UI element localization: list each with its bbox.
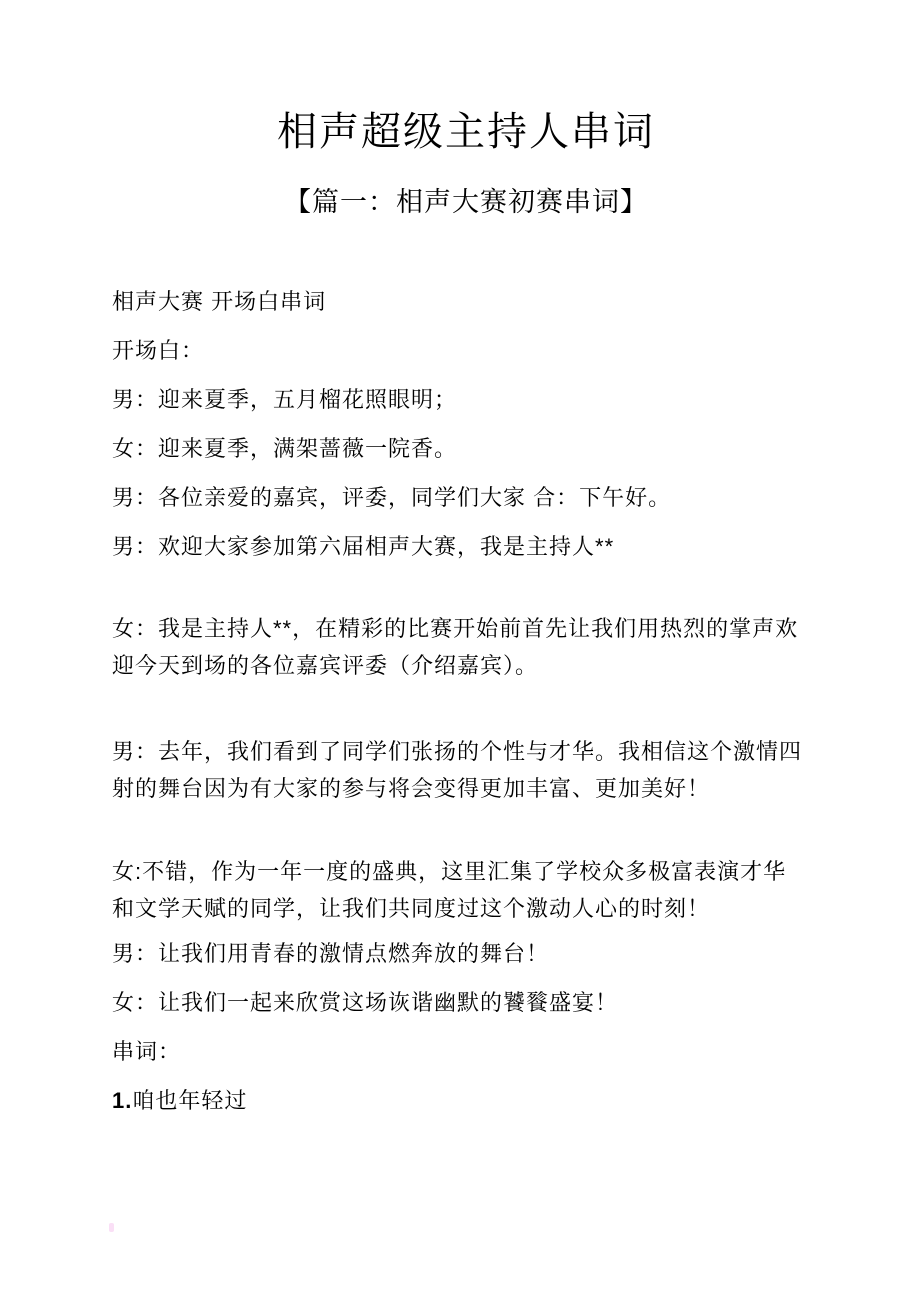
paragraph-line: 迎今天到场的各位嘉宾评委（介绍嘉宾）。 — [112, 653, 539, 678]
paragraph — [112, 430, 820, 467]
paragraph — [112, 935, 820, 972]
document-body — [112, 283, 820, 1119]
paragraph-line: 串词： — [112, 1039, 182, 1064]
paragraph — [112, 853, 820, 927]
paragraph — [112, 479, 820, 516]
list-item-number: 1. — [112, 1088, 133, 1113]
paragraph-line: 和文学天赋的同学，让我们共同度过这个激动人心的时刻！ — [112, 896, 711, 921]
paragraph — [112, 381, 820, 418]
paragraph-line: 相声大赛 开场白串词 — [112, 289, 327, 314]
pink-speck-artifact — [109, 1223, 114, 1232]
document-title: 相声超级主持人串词 — [277, 109, 655, 155]
paragraph-line: 女:不错，作为一年一度的盛典，这里汇集了学校众多极富表演才华 — [112, 859, 787, 884]
list-item-text: 咱也年轻过 — [132, 1088, 248, 1113]
paragraph-line: 女：让我们一起来欣赏这场诙谐幽默的饕餮盛宴！ — [112, 990, 619, 1015]
paragraph-line: 男：让我们用青春的激情点燃奔放的舞台！ — [112, 941, 550, 966]
paragraph — [112, 1033, 820, 1070]
paragraph-line: 男：迎来夏季，五月榴花照眼明； — [112, 387, 458, 412]
paragraph-line: 男：去年，我们看到了同学们张扬的个性与才华。我相信这个激情四 — [112, 739, 803, 764]
paragraph-line — [112, 1082, 820, 1119]
paragraph — [112, 733, 820, 807]
paragraph — [112, 528, 820, 565]
paragraph-line: 男：各位亲爱的嘉宾，评委，同学们大家 合：下午好。 — [112, 485, 672, 510]
paragraph — [112, 332, 820, 369]
section-heading: 【篇一：相声大赛初赛串词】 — [284, 187, 648, 218]
paragraph-line: 男：欢迎大家参加第六届相声大赛，我是主持人** — [112, 534, 615, 559]
numbered-list-item — [112, 1082, 820, 1119]
paragraph-line: 女：迎来夏季，满架蔷薇一院香。 — [112, 436, 458, 461]
paragraph-line: 女：我是主持人**，在精彩的比赛开始前首先让我们用热烈的掌声欢 — [112, 616, 799, 641]
paragraph — [112, 610, 820, 684]
paragraph-line: 射的舞台因为有大家的参与将会变得更加丰富、更加美好！ — [112, 776, 711, 801]
paragraph — [112, 984, 820, 1021]
paragraph — [112, 283, 820, 320]
paragraph-line: 开场白： — [112, 338, 205, 363]
